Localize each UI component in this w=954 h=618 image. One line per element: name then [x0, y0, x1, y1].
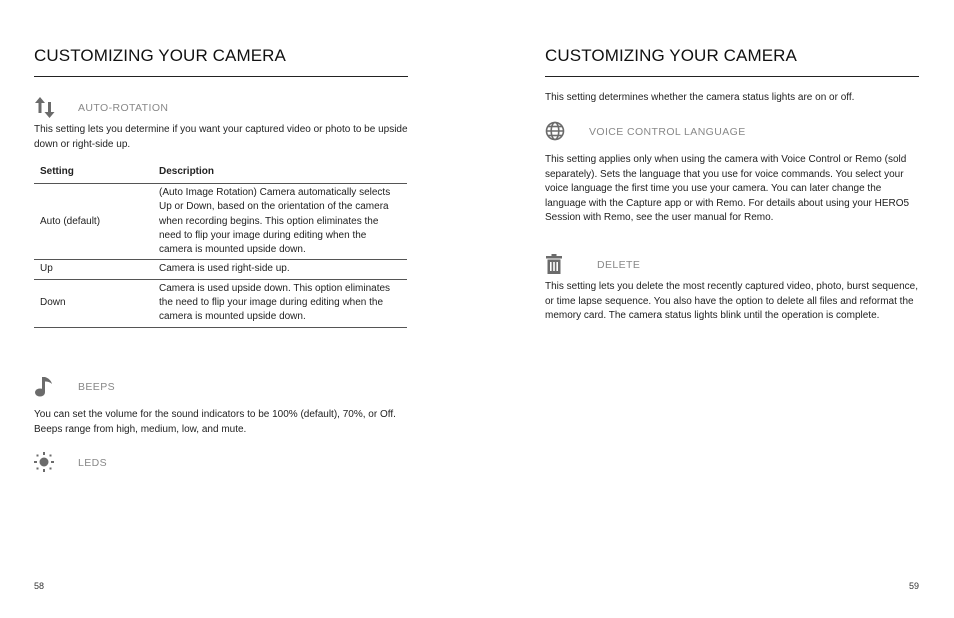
setting-cell: Up [34, 260, 153, 279]
leds-description: This setting determines whether the camera status lights are on or off. [545, 92, 855, 103]
description-cell: Camera is used right-side up. [153, 260, 407, 279]
left-page [34, 0, 408, 618]
page-title: CUSTOMIZING YOUR CAMERA [545, 46, 797, 65]
page-number: 59 [908, 581, 919, 591]
setting-cell: Down [34, 279, 153, 327]
setting-cell: Auto (default) [34, 184, 153, 260]
table-header-row [34, 163, 407, 184]
music-note-icon [34, 375, 58, 399]
auto-rotation-table [34, 163, 407, 328]
column-header-description: Description [153, 163, 407, 184]
led-light-icon [34, 451, 58, 475]
section-label: VOICE CONTROL LANGUAGE [589, 126, 746, 138]
section-label: BEEPS [78, 381, 116, 393]
globe-icon [545, 120, 569, 144]
section-label: LEDS [78, 457, 108, 469]
page-title: CUSTOMIZING YOUR CAMERA [34, 46, 286, 65]
delete-description: This setting lets you delete the most recently captured video, photo, burst sequence, or time lapse sequence. You also have the option to delete all files and reformat the memory card. The camera status lights blink until the operation is complete. [545, 281, 918, 321]
table-row [34, 279, 407, 327]
right-page [545, 0, 919, 618]
column-header-setting: Setting [34, 163, 153, 184]
beeps-description: You can set the volume for the sound indicators to be 100% (default), 70%, or Off. Beeps range from high, medium, low, and mute. [34, 409, 396, 435]
trash-icon [545, 253, 569, 277]
section-label: DELETE [597, 259, 641, 271]
table-row [34, 184, 407, 260]
description-cell: Camera is used upside down. This option eliminates the need to flip your image during editing when the camera is mounted upside down. [153, 279, 407, 327]
up-down-arrows-icon [34, 96, 58, 120]
voice-control-language-description: This setting applies only when using the camera with Voice Control or Remo (sold separately). Sets the language that you use for voice commands. You select your voice language the first time you use your camera. You can later change the language with the Capture app or with Remo. For details about using your HERO5 Session with Remo, see the user manual for Remo. [545, 154, 910, 223]
title-divider [545, 76, 919, 77]
section-label: AUTO-ROTATION [78, 102, 169, 114]
table-row [34, 260, 407, 279]
auto-rotation-description: This setting lets you determine if you want your captured video or photo to be upside down or right-side up. [34, 124, 408, 150]
title-divider [34, 76, 408, 77]
description-cell: (Auto Image Rotation) Camera automatically selects Up or Down, based on the orientation of the camera when recording begins. This option eliminates the need to flip your image during editing when the camera is mounted upside down. [153, 184, 407, 260]
page-number: 58 [34, 581, 45, 591]
